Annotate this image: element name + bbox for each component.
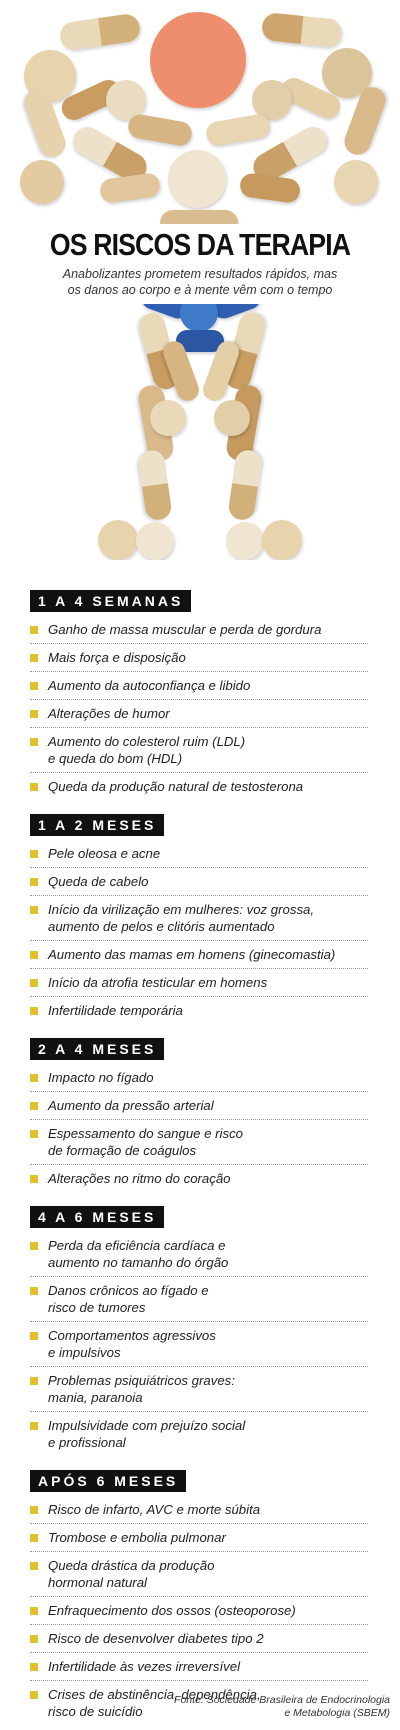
risk-item (30, 997, 368, 1024)
bullet-square-icon (30, 1534, 38, 1542)
risk-item (30, 1064, 368, 1092)
period-badge: 1 A 4 SEMANAS (30, 590, 191, 612)
risk-item (30, 1322, 368, 1367)
tablet (150, 400, 186, 436)
risk-item (30, 1277, 368, 1322)
risk-item-text: Início da atrofia testicular em homens (48, 975, 268, 990)
risk-list (30, 1232, 368, 1456)
bullet-square-icon (30, 682, 38, 690)
risk-item-text: de formação de coágulos (48, 1143, 197, 1158)
risk-item-text: Infertilidade temporária (48, 1003, 183, 1018)
bullet-square-icon (30, 1635, 38, 1643)
risk-item-text: Trombose e embolia pulmonar (48, 1530, 226, 1545)
risk-item-text: aumento no tamanho do órgão (48, 1255, 229, 1270)
bullet-square-icon (30, 906, 38, 914)
bullet-square-icon (30, 783, 38, 791)
tablet (214, 400, 250, 436)
section-gap (0, 1024, 400, 1038)
pill-figure-illustration (0, 0, 400, 560)
bullet-square-icon (30, 1607, 38, 1615)
risk-item-text: e impulsivos (48, 1345, 121, 1360)
risk-item (30, 1496, 368, 1524)
risk-item-text: mania, paranoia (48, 1390, 143, 1405)
risk-item-text: e profissional (48, 1435, 126, 1450)
risk-item-text: Pele oleosa e acne (48, 846, 161, 861)
capsule (99, 172, 162, 204)
risk-timeline (0, 590, 400, 1725)
bullet-square-icon (30, 1506, 38, 1514)
risk-item-text: Risco de desenvolver diabetes tipo 2 (48, 1631, 264, 1646)
risk-item (30, 672, 368, 700)
risk-item-text: Queda de cabelo (48, 874, 149, 889)
source-note (174, 1694, 390, 1720)
period-badge: 2 A 4 MESES (30, 1038, 164, 1060)
risk-item (30, 1165, 368, 1192)
risk-item-text: Infertilidade às vezes irreversível (48, 1659, 241, 1674)
risk-item-text: Enfraquecimento dos ossos (osteoporose) (48, 1603, 296, 1618)
risk-item-text: Mais força e disposição (48, 650, 186, 665)
risk-item-text: risco de tumores (48, 1300, 146, 1315)
risk-item-text: Crises de abstinência, dependência, (48, 1687, 261, 1702)
risk-item-text: Perda da eficiência cardíaca e (48, 1238, 226, 1253)
section-gap (0, 1192, 400, 1206)
risk-item-text: Aumento da autoconfiança e libido (48, 678, 251, 693)
risk-item (30, 868, 368, 896)
section-gap (0, 1456, 400, 1470)
timeline-section (30, 814, 368, 1024)
bullet-square-icon (30, 654, 38, 662)
bullet-square-icon (30, 738, 38, 746)
risk-item-text: Danos crônicos ao fígado e (48, 1283, 209, 1298)
bullet-square-icon (30, 1102, 38, 1110)
tablet (168, 150, 226, 208)
risk-item (30, 1625, 368, 1653)
bullet-square-icon (30, 1175, 38, 1183)
bullet-square-icon (30, 1377, 38, 1385)
risk-item-text: risco de suicídio (48, 1704, 143, 1719)
source-line: Fonte: Sociedade Brasileira de Endocrinologia (174, 1694, 390, 1706)
tablet (226, 522, 264, 560)
risk-item-text: Risco de infarto, AVC e morte súbita (48, 1502, 261, 1517)
risk-item-text: Comportamentos agressivos (48, 1328, 216, 1343)
risk-item-text: Espessamento do sangue e risco (48, 1126, 243, 1141)
risk-item (30, 728, 368, 773)
capsule (58, 13, 141, 52)
risk-item (30, 969, 368, 997)
period-badge: APÓS 6 MESES (30, 1470, 186, 1492)
tablet (20, 160, 64, 204)
bullet-square-icon (30, 1287, 38, 1295)
risk-item (30, 644, 368, 672)
bullet-square-icon (30, 1242, 38, 1250)
risk-item-text: Queda drástica da produção (48, 1558, 215, 1573)
risk-item-text: Aumento das mamas em homens (ginecomastia) (48, 947, 336, 962)
tablet (262, 520, 302, 560)
subtitle (0, 266, 400, 298)
bullet-square-icon (30, 951, 38, 959)
risk-item-text: Problemas psiquiátricos graves: (48, 1373, 235, 1388)
capsule (227, 449, 262, 522)
risk-item (30, 1653, 368, 1681)
timeline-section (30, 1038, 368, 1192)
subtitle-line: os danos ao corpo e à mente vêm com o tempo (67, 283, 333, 297)
bullet-square-icon (30, 710, 38, 718)
orange-tablet-head (150, 12, 246, 108)
bullet-square-icon (30, 1663, 38, 1671)
bullet-square-icon (30, 1422, 38, 1430)
timeline-section (30, 1206, 368, 1456)
capsule (204, 113, 271, 148)
risk-item-text: hormonal natural (48, 1575, 147, 1590)
risk-item (30, 1092, 368, 1120)
risk-item (30, 700, 368, 728)
risk-item (30, 840, 368, 868)
period-badge: 4 A 6 MESES (30, 1206, 164, 1228)
bullet-square-icon (30, 878, 38, 886)
bullet-square-icon (30, 1130, 38, 1138)
capsule (261, 12, 343, 48)
risk-list (30, 1064, 368, 1192)
bullet-square-icon (30, 1007, 38, 1015)
risk-item (30, 616, 368, 644)
capsule (137, 449, 172, 522)
section-gap (0, 800, 400, 814)
risk-item (30, 896, 368, 941)
bullet-square-icon (30, 1332, 38, 1340)
risk-item (30, 1120, 368, 1165)
tablet (98, 520, 138, 560)
risk-item (30, 1412, 368, 1456)
period-badge: 1 A 2 MESES (30, 814, 164, 836)
risk-item (30, 1524, 368, 1552)
bullet-square-icon (30, 1562, 38, 1570)
bullet-square-icon (30, 626, 38, 634)
timeline-section (30, 590, 368, 800)
capsule (126, 113, 193, 148)
risk-list (30, 1496, 368, 1725)
title-block (0, 224, 400, 304)
timeline-section (30, 1470, 368, 1725)
risk-item (30, 773, 368, 800)
risk-item (30, 1232, 368, 1277)
page-title: OS RISCOS DA TERAPIA (49, 227, 351, 262)
risk-list (30, 840, 368, 1024)
risk-item-text: e queda do bom (HDL) (48, 751, 183, 766)
bullet-square-icon (30, 979, 38, 987)
risk-item-text: Impulsividade com prejuízo social (48, 1418, 246, 1433)
risk-item (30, 1597, 368, 1625)
risk-item (30, 1367, 368, 1412)
risk-item-text: Alterações de humor (48, 706, 170, 721)
risk-list (30, 616, 368, 800)
tablet (136, 522, 174, 560)
bullet-square-icon (30, 850, 38, 858)
tablet (334, 160, 378, 204)
risk-item-text: Ganho de massa muscular e perda de gordura (48, 622, 322, 637)
bullet-square-icon (30, 1691, 38, 1699)
bullet-square-icon (30, 1074, 38, 1082)
risk-item (30, 941, 368, 969)
risk-item (30, 1552, 368, 1597)
risk-item-text: Impacto no fígado (48, 1070, 154, 1085)
capsule (239, 172, 302, 204)
risk-item-text: Aumento da pressão arterial (48, 1098, 214, 1113)
subtitle-line: Anabolizantes prometem resultados rápidos, mas (62, 267, 338, 281)
risk-item-text: Início da virilização em mulheres: voz grossa, (48, 902, 315, 917)
risk-item-text: aumento de pelos e clitóris aumentado (48, 919, 275, 934)
source-line: e Metabologia (SBEM) (284, 1707, 390, 1719)
risk-item-text: Alterações no ritmo do coração (48, 1171, 231, 1186)
risk-item-text: Queda da produção natural de testosterona (48, 779, 304, 794)
risk-item-text: Aumento do colesterol ruim (LDL) (48, 734, 246, 749)
